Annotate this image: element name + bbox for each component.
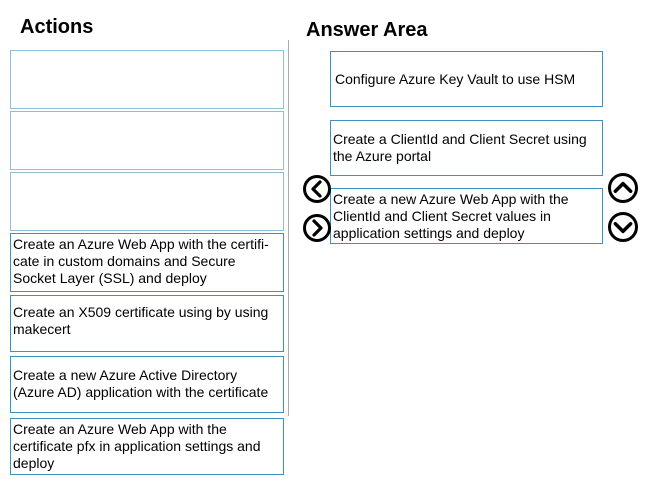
move-down-button[interactable] [608, 212, 638, 242]
chevron-down-icon [611, 215, 635, 239]
answer-item-webapp-clientid[interactable]: Create a new Azure Web App with the ClientId and Client Secret values in application settings and deploy [330, 188, 603, 244]
action-slot-empty-1 [10, 50, 284, 109]
move-up-button[interactable] [608, 173, 638, 203]
chevron-up-icon [611, 176, 635, 200]
answer-item-clientid-secret[interactable]: Create a ClientId and Client Secret using the Azure portal [330, 120, 603, 176]
answer-area-heading: Answer Area [306, 19, 428, 41]
action-item-azure-ad-app[interactable]: Create a new Azure Active Directory (Azure AD) application with the certificate [10, 356, 284, 413]
chevron-right-icon [306, 217, 328, 239]
action-slot-empty-3 [10, 172, 284, 231]
column-divider [288, 40, 289, 416]
action-item-webapp-ssl[interactable]: Create an Azure Web App with the certifi- cate in custom domains and Secure Socket Layer (SSL) and deploy [10, 233, 284, 292]
answer-item-keyvault-hsm[interactable]: Configure Azure Key Vault to use HSM [330, 51, 603, 107]
move-left-button[interactable] [303, 175, 331, 203]
move-right-button[interactable] [303, 214, 331, 242]
action-item-webapp-pfx[interactable]: Create an Azure Web App with the certificate pfx in application settings and deploy [10, 418, 284, 475]
action-item-x509-makecert[interactable]: Create an X509 certificate using by using makecert [10, 295, 284, 352]
chevron-left-icon [306, 178, 328, 200]
actions-heading: Actions [20, 16, 94, 38]
action-slot-empty-2 [10, 111, 284, 170]
